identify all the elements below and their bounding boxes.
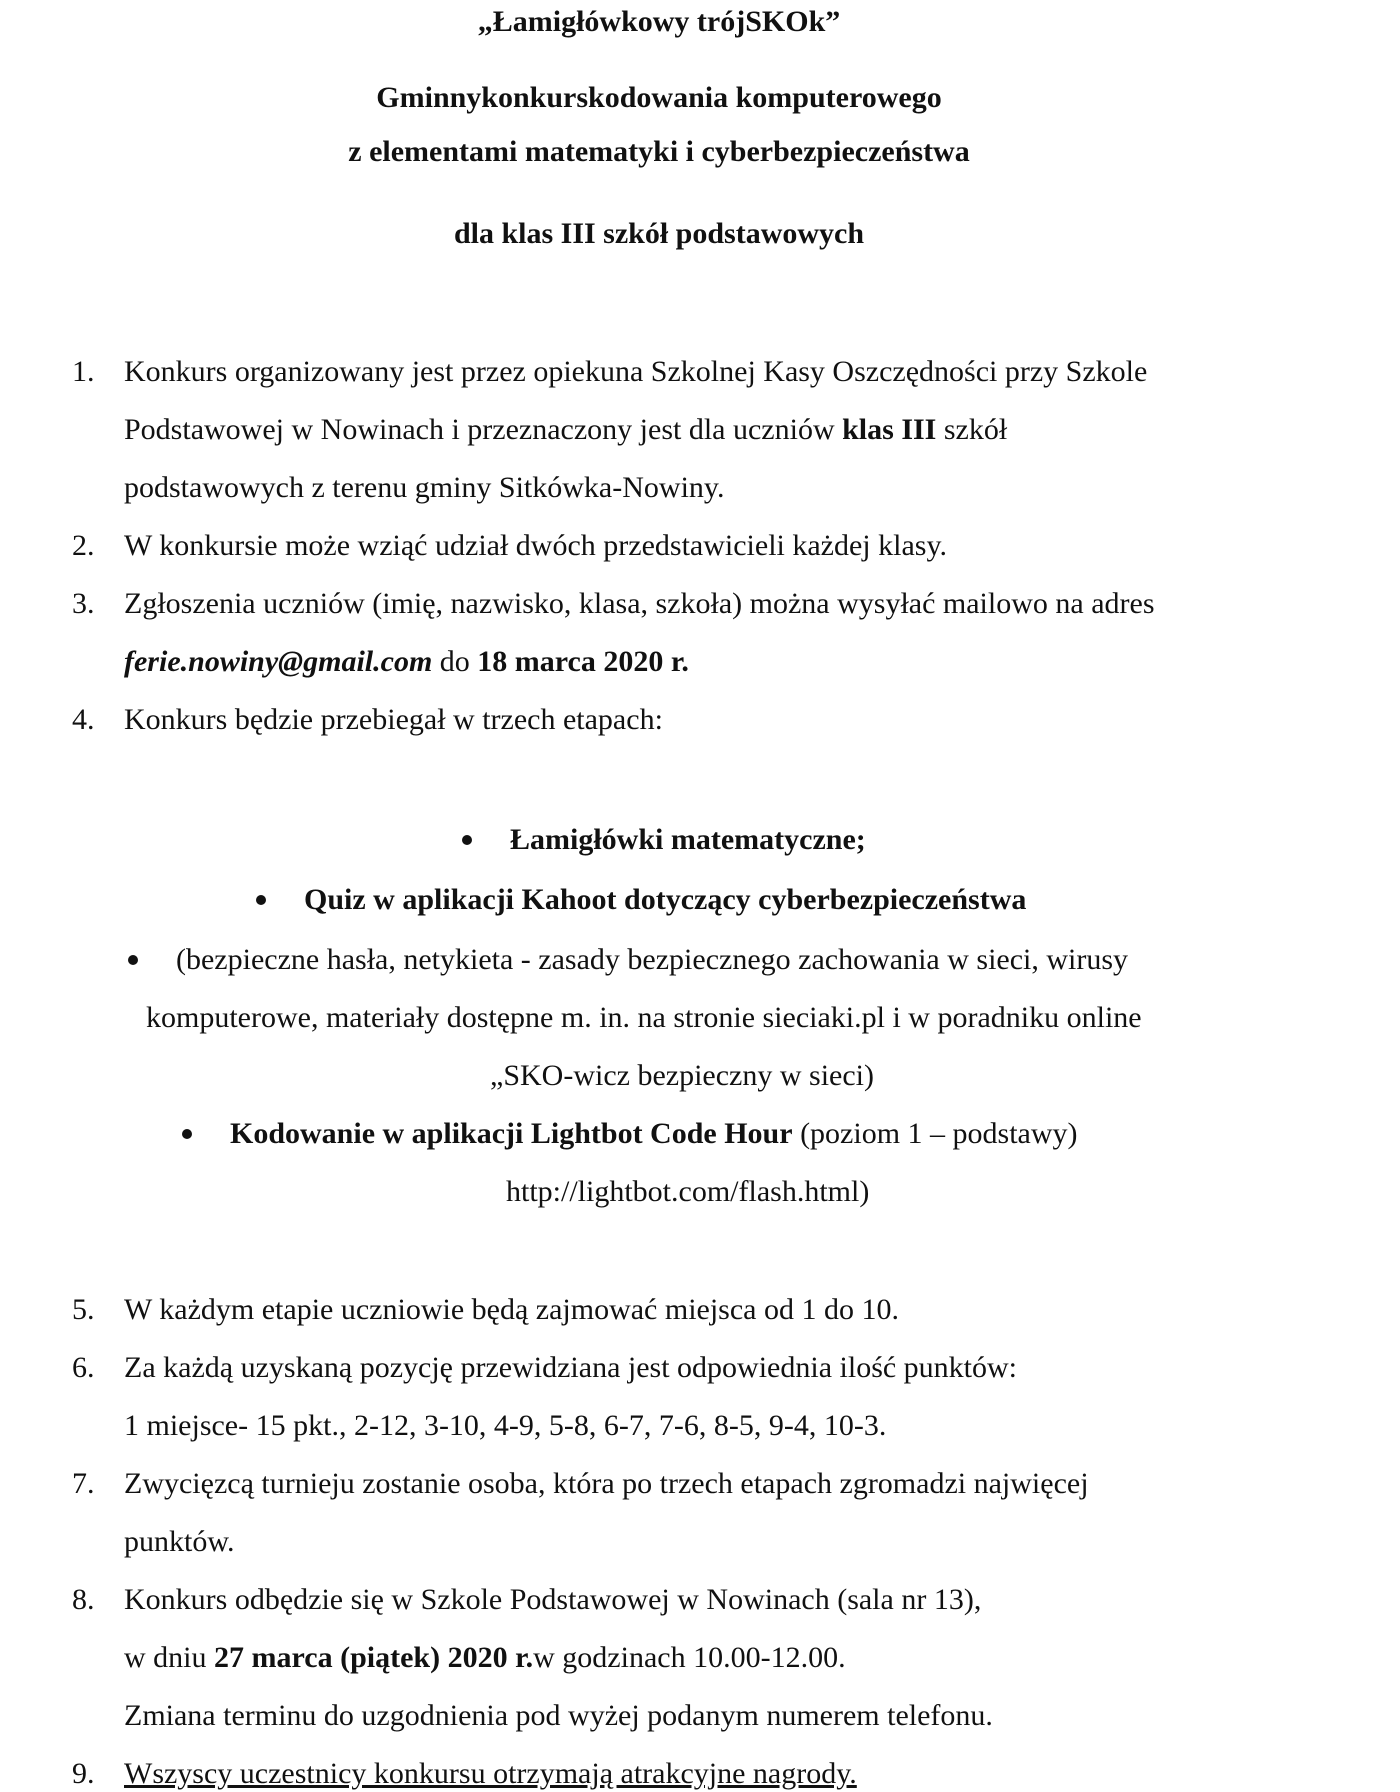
rule-number: 7. [72,1467,95,1500]
rule-2-line-1: W konkursie może wziąć udział dwóch przedstawicieli każdej klasy. [124,529,948,562]
stage-4-link[interactable]: http://lightbot.com/flash.html) [506,1175,870,1208]
rule-5-line-1: W każdym etapie uczniowie będą zajmować miejsca od 1 do 10. [124,1293,899,1326]
rule-1-line-3: podstawowych z terenu gminy Sitkówka-Nowiny. [124,471,725,504]
rule-4-line-1: Konkurs będzie przebiegał w trzech etapach: [124,703,663,736]
rule-3-line-2: ferie.nowiny@gmail.com do 18 marca 2020 r. [124,645,689,678]
rule-8-line-2: w dniu 27 marca (piątek) 2020 r.w godzinach 10.00-12.00. [124,1641,846,1674]
rule-number: 8. [72,1583,95,1616]
email-address[interactable]: ferie.nowiny@gmail.com [124,645,433,678]
stage-1: Łamigłówki matematyczne; [510,823,866,856]
stage-3-line-2: komputerowe, materiały dostępne m. in. na stronie sieciaki.pl i w poradniku online [146,1001,1142,1034]
stage-2: Quiz w aplikacji Kahoot dotyczący cyberbezpieczeństwa [304,883,1027,916]
rule-number: 9. [72,1757,95,1790]
rule-number: 3. [72,587,95,620]
deadline-date: 18 marca 2020 r. [477,645,689,678]
rule-6-line-1: Za każdą uzyskaną pozycję przewidziana jest odpowiednia ilość punktów: [124,1351,1018,1384]
rule-8-line-3: Zmiana terminu do uzgodnienia pod wyżej podanym numerem telefonu. [124,1699,993,1732]
rule-number: 5. [72,1293,95,1326]
document-audience: dla klas III szkół podstawowych [453,217,865,250]
rule-1-line-2: Podstawowej w Nowinach i przeznaczony jest dla uczniów klas III szkół [124,413,1008,446]
rule-number: 4. [72,703,95,736]
stage-4-line-1: Kodowanie w aplikacji Lightbot Code Hour (poziom 1 – podstawy) [230,1117,1078,1150]
rule-6-line-2: 1 miejsce- 15 pkt., 2-12, 3-10, 4-9, 5-8, 6-7, 7-6, 8-5, 9-4, 10-3. [124,1409,887,1442]
document-subtitle-1: Gminnykonkurskodowania komputerowego [376,81,942,114]
rule-8-line-1: Konkurs odbędzie się w Szkole Podstawowej w Nowinach (sala nr 13), [124,1583,982,1616]
rule-number: 1. [72,355,95,388]
rule-number: 6. [72,1351,95,1384]
stage-3-line-1: (bezpieczne hasła, netykieta - zasady bezpiecznego zachowania w sieci, wirusy [176,943,1129,976]
document-title: „Łamigłówkowy trójSKOk” [477,5,841,38]
rule-number: 2. [72,529,95,562]
rule-1-line-1: Konkurs organizowany jest przez opiekuna Szkolnej Kasy Oszczędności przy Szkole [124,355,1148,388]
bullet-icon [182,1129,192,1139]
rule-3-line-1: Zgłoszenia uczniów (imię, nazwisko, klasa, szkoła) można wysyłać mailowo na adres [124,587,1155,620]
bullet-icon [128,955,138,965]
stage-3-line-3: „SKO-wicz bezpieczny w sieci) [490,1059,874,1092]
rule-7-line-2: punktów. [124,1525,235,1558]
rule-9-line-1: Wszyscy uczestnicy konkursu otrzymają atrakcyjne nagrody. [124,1757,857,1790]
highlight-class: klas III [842,413,937,446]
bullet-icon [256,895,266,905]
document-subtitle-2: z elementami matematyki i cyberbezpieczeństwa [348,135,970,168]
event-date: 27 marca (piątek) 2020 r. [214,1641,534,1674]
bullet-icon [462,835,472,845]
rule-7-line-1: Zwycięzcą turnieju zostanie osoba, która po trzech etapach zgromadzi najwięcej [124,1467,1089,1500]
